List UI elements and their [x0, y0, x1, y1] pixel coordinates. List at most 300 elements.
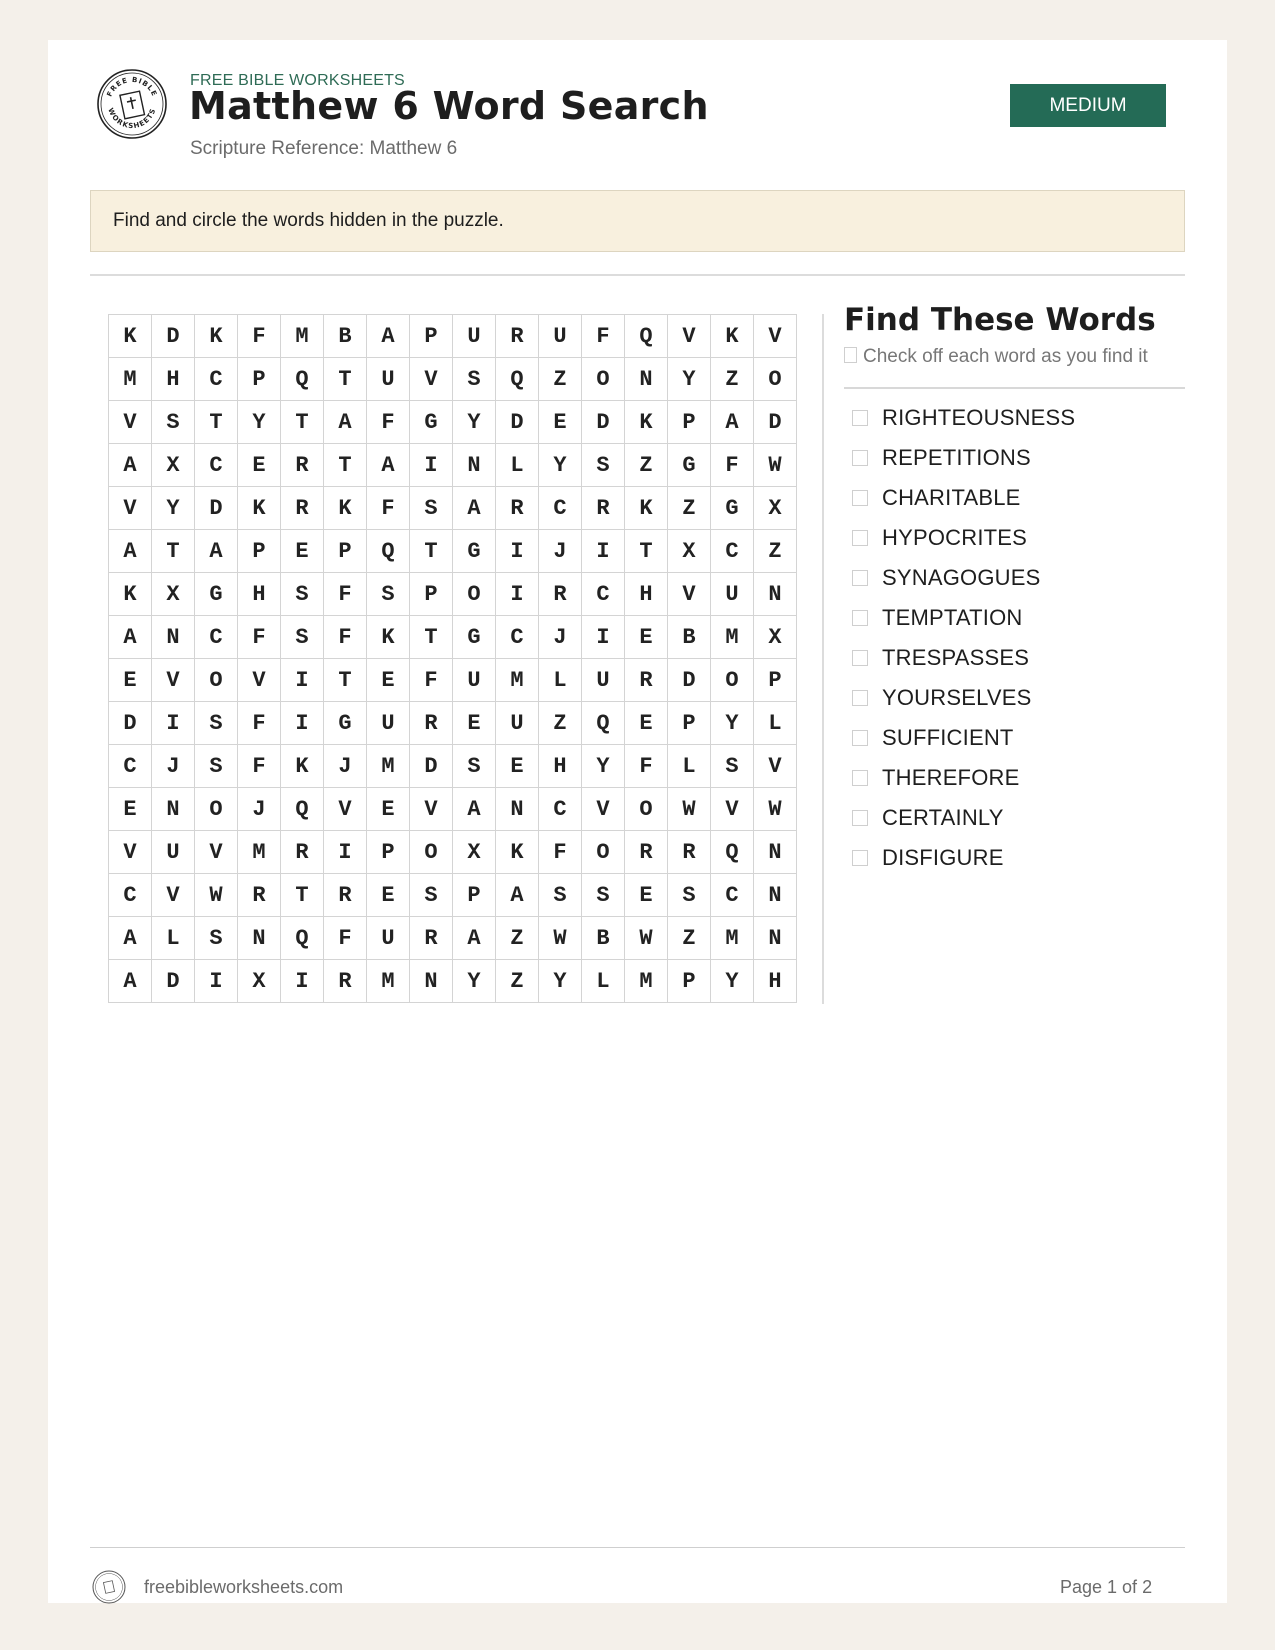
- grid-cell[interactable]: D: [410, 745, 453, 788]
- grid-cell[interactable]: I: [281, 659, 324, 702]
- grid-cell[interactable]: R: [625, 831, 668, 874]
- grid-cell[interactable]: K: [109, 315, 152, 358]
- grid-cell[interactable]: N: [496, 788, 539, 831]
- grid-cell[interactable]: H: [152, 358, 195, 401]
- page-number: Page 1 of 2: [1060, 1577, 1153, 1597]
- grid-cell[interactable]: F: [238, 616, 281, 659]
- grid-row: [109, 659, 797, 702]
- grid-cell[interactable]: Y: [238, 401, 281, 444]
- grid-cell[interactable]: Y: [711, 702, 754, 745]
- grid-cell[interactable]: E: [496, 745, 539, 788]
- grid-cell[interactable]: R: [281, 444, 324, 487]
- grid-cell[interactable]: K: [238, 487, 281, 530]
- grid-cell[interactable]: U: [367, 358, 410, 401]
- grid-cell[interactable]: N: [625, 358, 668, 401]
- grid-cell[interactable]: R: [410, 917, 453, 960]
- grid-cell[interactable]: R: [496, 487, 539, 530]
- checkbox-icon[interactable]: [852, 730, 868, 746]
- grid-cell[interactable]: T: [324, 358, 367, 401]
- grid-cell[interactable]: W: [195, 874, 238, 917]
- grid-cell[interactable]: N: [410, 960, 453, 1003]
- grid-cell[interactable]: R: [668, 831, 711, 874]
- grid-cell[interactable]: I: [496, 573, 539, 616]
- grid-cell[interactable]: V: [109, 487, 152, 530]
- checkbox-icon[interactable]: [852, 690, 868, 706]
- grid-cell[interactable]: Z: [668, 487, 711, 530]
- grid-cell[interactable]: C: [109, 745, 152, 788]
- footer-website[interactable]: freebibleworksheets.com: [144, 1577, 344, 1597]
- grid-cell[interactable]: Y: [668, 358, 711, 401]
- grid-cell[interactable]: B: [324, 315, 367, 358]
- grid-cell[interactable]: W: [668, 788, 711, 831]
- grid-cell[interactable]: S: [152, 401, 195, 444]
- grid-cell[interactable]: J: [324, 745, 367, 788]
- grid-cell[interactable]: H: [238, 573, 281, 616]
- grid-cell[interactable]: D: [152, 315, 195, 358]
- grid-cell[interactable]: G: [195, 573, 238, 616]
- grid-cell[interactable]: M: [281, 315, 324, 358]
- grid-cell[interactable]: R: [539, 573, 582, 616]
- grid-cell[interactable]: V: [668, 573, 711, 616]
- grid-cell[interactable]: G: [711, 487, 754, 530]
- grid-cell[interactable]: T: [324, 659, 367, 702]
- grid-cell[interactable]: I: [496, 530, 539, 573]
- word-label: DISFIGURE: [882, 845, 1004, 870]
- grid-cell[interactable]: I: [152, 702, 195, 745]
- word-item: [844, 558, 1075, 598]
- grid-cell[interactable]: T: [410, 616, 453, 659]
- grid-cell[interactable]: N: [754, 917, 797, 960]
- grid-cell[interactable]: N: [754, 573, 797, 616]
- grid-cell[interactable]: D: [152, 960, 195, 1003]
- grid-cell[interactable]: Y: [453, 960, 496, 1003]
- grid-cell[interactable]: A: [109, 960, 152, 1003]
- grid-cell[interactable]: M: [711, 616, 754, 659]
- grid-cell[interactable]: P: [238, 530, 281, 573]
- grid-cell[interactable]: H: [539, 745, 582, 788]
- grid-cell[interactable]: N: [152, 616, 195, 659]
- grid-cell[interactable]: W: [754, 788, 797, 831]
- word-label: REPETITIONS: [882, 445, 1031, 470]
- checkbox-icon[interactable]: [852, 810, 868, 826]
- grid-cell[interactable]: P: [754, 659, 797, 702]
- grid-cell[interactable]: S: [281, 616, 324, 659]
- grid-cell[interactable]: E: [281, 530, 324, 573]
- grid-cell[interactable]: L: [668, 745, 711, 788]
- grid-cell[interactable]: E: [109, 659, 152, 702]
- grid-cell[interactable]: L: [539, 659, 582, 702]
- grid-cell[interactable]: R: [324, 960, 367, 1003]
- grid-cell[interactable]: V: [109, 401, 152, 444]
- grid-cell[interactable]: J: [539, 616, 582, 659]
- grid-cell[interactable]: N: [754, 874, 797, 917]
- grid-cell[interactable]: F: [367, 487, 410, 530]
- grid-cell[interactable]: E: [625, 874, 668, 917]
- grid-cell[interactable]: V: [582, 788, 625, 831]
- grid-cell[interactable]: C: [195, 444, 238, 487]
- grid-cell[interactable]: A: [453, 487, 496, 530]
- grid-cell[interactable]: E: [238, 444, 281, 487]
- grid-cell[interactable]: N: [238, 917, 281, 960]
- grid-cell[interactable]: H: [625, 573, 668, 616]
- grid-cell[interactable]: O: [195, 659, 238, 702]
- grid-row: [109, 573, 797, 616]
- word-list-subtitle: [844, 346, 1148, 368]
- grid-cell[interactable]: L: [496, 444, 539, 487]
- grid-cell[interactable]: U: [582, 659, 625, 702]
- grid-cell[interactable]: C: [195, 358, 238, 401]
- grid-cell[interactable]: Q: [281, 358, 324, 401]
- grid-cell[interactable]: V: [238, 659, 281, 702]
- grid-cell[interactable]: D: [496, 401, 539, 444]
- grid-cell[interactable]: Z: [754, 530, 797, 573]
- grid-cell[interactable]: V: [668, 315, 711, 358]
- grid-cell[interactable]: V: [410, 358, 453, 401]
- word-item: [844, 598, 1075, 638]
- grid-cell[interactable]: X: [238, 960, 281, 1003]
- grid-cell[interactable]: E: [109, 788, 152, 831]
- grid-cell[interactable]: S: [539, 874, 582, 917]
- grid-cell[interactable]: Z: [711, 358, 754, 401]
- grid-cell[interactable]: K: [281, 745, 324, 788]
- grid-cell[interactable]: M: [625, 960, 668, 1003]
- grid-cell[interactable]: O: [625, 788, 668, 831]
- checkbox-icon[interactable]: [852, 410, 868, 426]
- grid-cell[interactable]: T: [281, 874, 324, 917]
- grid-cell[interactable]: R: [324, 874, 367, 917]
- grid-cell[interactable]: K: [109, 573, 152, 616]
- grid-cell[interactable]: S: [410, 874, 453, 917]
- word-item: [844, 838, 1075, 878]
- grid-cell[interactable]: R: [625, 659, 668, 702]
- grid-cell[interactable]: A: [453, 917, 496, 960]
- word-item: [844, 518, 1075, 558]
- grid-cell[interactable]: K: [324, 487, 367, 530]
- grid-cell[interactable]: Q: [496, 358, 539, 401]
- grid-cell[interactable]: W: [754, 444, 797, 487]
- grid-cell[interactable]: M: [496, 659, 539, 702]
- grid-cell[interactable]: F: [539, 831, 582, 874]
- grid-cell[interactable]: D: [109, 702, 152, 745]
- grid-row: [109, 444, 797, 487]
- grid-cell[interactable]: V: [754, 315, 797, 358]
- grid-cell[interactable]: A: [324, 401, 367, 444]
- checkbox-icon[interactable]: [852, 650, 868, 666]
- grid-cell[interactable]: V: [152, 874, 195, 917]
- grid-cell[interactable]: K: [496, 831, 539, 874]
- grid-cell[interactable]: M: [109, 358, 152, 401]
- grid-cell[interactable]: E: [367, 788, 410, 831]
- grid-cell[interactable]: S: [195, 917, 238, 960]
- grid-cell[interactable]: V: [109, 831, 152, 874]
- grid-cell[interactable]: A: [109, 917, 152, 960]
- grid-cell[interactable]: T: [281, 401, 324, 444]
- grid-cell[interactable]: W: [539, 917, 582, 960]
- grid-cell[interactable]: F: [410, 659, 453, 702]
- grid-cell[interactable]: R: [281, 487, 324, 530]
- grid-cell[interactable]: I: [582, 616, 625, 659]
- grid-row: [109, 358, 797, 401]
- word-list-title: Find These Words: [844, 302, 1156, 338]
- grid-cell[interactable]: U: [539, 315, 582, 358]
- grid-cell[interactable]: O: [453, 573, 496, 616]
- grid-cell[interactable]: V: [754, 745, 797, 788]
- grid-cell[interactable]: P: [453, 874, 496, 917]
- grid-cell[interactable]: D: [754, 401, 797, 444]
- grid-cell[interactable]: S: [281, 573, 324, 616]
- grid-cell[interactable]: L: [582, 960, 625, 1003]
- grid-cell[interactable]: Q: [281, 788, 324, 831]
- grid-cell[interactable]: J: [152, 745, 195, 788]
- grid-cell[interactable]: G: [410, 401, 453, 444]
- grid-cell[interactable]: R: [496, 315, 539, 358]
- grid-cell[interactable]: S: [453, 358, 496, 401]
- grid-cell[interactable]: I: [281, 702, 324, 745]
- grid-cell[interactable]: T: [152, 530, 195, 573]
- grid-row: [109, 831, 797, 874]
- grid-cell[interactable]: V: [324, 788, 367, 831]
- grid-cell[interactable]: I: [410, 444, 453, 487]
- grid-cell[interactable]: U: [711, 573, 754, 616]
- grid-cell[interactable]: E: [539, 401, 582, 444]
- grid-cell[interactable]: B: [582, 917, 625, 960]
- checkbox-icon: [844, 347, 857, 363]
- grid-cell[interactable]: T: [410, 530, 453, 573]
- grid-cell[interactable]: D: [668, 659, 711, 702]
- grid-cell[interactable]: F: [238, 745, 281, 788]
- grid-cell[interactable]: C: [109, 874, 152, 917]
- grid-cell[interactable]: S: [582, 874, 625, 917]
- grid-cell[interactable]: F: [582, 315, 625, 358]
- grid-cell[interactable]: D: [195, 487, 238, 530]
- grid-cell[interactable]: S: [668, 874, 711, 917]
- grid-cell[interactable]: R: [281, 831, 324, 874]
- grid-cell[interactable]: Q: [367, 530, 410, 573]
- grid-row: [109, 960, 797, 1003]
- grid-cell[interactable]: X: [152, 444, 195, 487]
- grid-cell[interactable]: B: [668, 616, 711, 659]
- grid-cell[interactable]: N: [754, 831, 797, 874]
- checkbox-icon[interactable]: [852, 570, 868, 586]
- word-list-subtitle-text: Check off each word as you find it: [863, 346, 1148, 367]
- grid-cell[interactable]: U: [152, 831, 195, 874]
- word-label: YOURSELVES: [882, 685, 1032, 710]
- grid-cell[interactable]: P: [410, 315, 453, 358]
- grid-cell[interactable]: F: [711, 444, 754, 487]
- word-item: [844, 678, 1075, 718]
- grid-cell[interactable]: K: [711, 315, 754, 358]
- grid-cell[interactable]: Z: [539, 702, 582, 745]
- grid-cell[interactable]: Z: [539, 358, 582, 401]
- grid-cell[interactable]: P: [668, 960, 711, 1003]
- grid-cell[interactable]: Z: [496, 917, 539, 960]
- grid-cell[interactable]: G: [668, 444, 711, 487]
- grid-cell[interactable]: X: [754, 487, 797, 530]
- grid-cell[interactable]: P: [324, 530, 367, 573]
- grid-cell[interactable]: O: [582, 831, 625, 874]
- grid-cell[interactable]: P: [410, 573, 453, 616]
- grid-cell[interactable]: E: [367, 874, 410, 917]
- grid-cell[interactable]: Z: [668, 917, 711, 960]
- grid-cell[interactable]: F: [238, 315, 281, 358]
- grid-row: [109, 401, 797, 444]
- grid-cell[interactable]: E: [367, 659, 410, 702]
- grid-cell[interactable]: P: [668, 702, 711, 745]
- grid-cell[interactable]: E: [625, 702, 668, 745]
- grid-cell[interactable]: P: [238, 358, 281, 401]
- grid-cell[interactable]: U: [496, 702, 539, 745]
- grid-cell[interactable]: G: [453, 616, 496, 659]
- grid-cell[interactable]: V: [152, 659, 195, 702]
- grid-row: [109, 745, 797, 788]
- grid-cell[interactable]: Q: [625, 315, 668, 358]
- grid-cell[interactable]: A: [453, 788, 496, 831]
- grid-cell[interactable]: Y: [539, 444, 582, 487]
- grid-cell[interactable]: D: [582, 401, 625, 444]
- grid-cell[interactable]: M: [711, 917, 754, 960]
- grid-cell[interactable]: C: [582, 573, 625, 616]
- grid-cell[interactable]: Z: [625, 444, 668, 487]
- grid-cell[interactable]: Y: [582, 745, 625, 788]
- grid-cell[interactable]: N: [152, 788, 195, 831]
- word-label: TEMPTATION: [882, 605, 1023, 630]
- word-search-grid[interactable]: [108, 314, 797, 1003]
- grid-cell[interactable]: I: [582, 530, 625, 573]
- grid-cell[interactable]: O: [711, 659, 754, 702]
- grid-cell[interactable]: J: [238, 788, 281, 831]
- grid-cell[interactable]: Y: [711, 960, 754, 1003]
- grid-cell[interactable]: M: [367, 960, 410, 1003]
- grid-cell[interactable]: U: [367, 917, 410, 960]
- grid-cell[interactable]: V: [195, 831, 238, 874]
- word-label: SUFFICIENT: [882, 725, 1014, 750]
- grid-cell[interactable]: S: [453, 745, 496, 788]
- grid-cell[interactable]: M: [367, 745, 410, 788]
- logo-text-bottom: WORKSHEETS: [106, 106, 158, 131]
- grid-row: [109, 315, 797, 358]
- grid-cell[interactable]: R: [238, 874, 281, 917]
- grid-cell[interactable]: F: [625, 745, 668, 788]
- grid-cell[interactable]: E: [453, 702, 496, 745]
- grid-cell[interactable]: O: [582, 358, 625, 401]
- grid-cell[interactable]: A: [109, 444, 152, 487]
- grid-cell[interactable]: L: [152, 917, 195, 960]
- word-item: [844, 398, 1075, 438]
- grid-cell[interactable]: K: [367, 616, 410, 659]
- grid-cell[interactable]: N: [453, 444, 496, 487]
- grid-cell[interactable]: S: [711, 745, 754, 788]
- grid-cell[interactable]: O: [195, 788, 238, 831]
- grid-cell[interactable]: X: [152, 573, 195, 616]
- grid-cell[interactable]: G: [453, 530, 496, 573]
- grid-cell[interactable]: X: [668, 530, 711, 573]
- grid-cell[interactable]: Y: [453, 401, 496, 444]
- grid-cell[interactable]: A: [109, 530, 152, 573]
- grid-cell[interactable]: C: [711, 874, 754, 917]
- grid-cell[interactable]: S: [195, 702, 238, 745]
- grid-cell[interactable]: A: [109, 616, 152, 659]
- grid-cell[interactable]: S: [582, 444, 625, 487]
- grid-cell[interactable]: R: [410, 702, 453, 745]
- grid-cell[interactable]: I: [324, 831, 367, 874]
- grid-cell[interactable]: Z: [496, 960, 539, 1003]
- grid-cell[interactable]: A: [367, 444, 410, 487]
- grid-cell[interactable]: A: [496, 874, 539, 917]
- grid-cell[interactable]: O: [410, 831, 453, 874]
- grid-cell[interactable]: F: [324, 917, 367, 960]
- grid-cell[interactable]: C: [539, 788, 582, 831]
- checkbox-icon[interactable]: [852, 610, 868, 626]
- grid-cell[interactable]: Q: [582, 702, 625, 745]
- grid-cell[interactable]: Y: [152, 487, 195, 530]
- grid-cell[interactable]: K: [625, 401, 668, 444]
- word-label: THEREFORE: [882, 765, 1020, 790]
- grid-cell[interactable]: U: [367, 702, 410, 745]
- grid-cell[interactable]: C: [539, 487, 582, 530]
- grid-cell[interactable]: F: [324, 616, 367, 659]
- grid-cell[interactable]: T: [324, 444, 367, 487]
- checkbox-icon[interactable]: [852, 530, 868, 546]
- grid-cell[interactable]: S: [410, 487, 453, 530]
- grid-cell[interactable]: M: [238, 831, 281, 874]
- grid-cell[interactable]: K: [195, 315, 238, 358]
- grid-cell[interactable]: W: [625, 917, 668, 960]
- grid-cell[interactable]: C: [195, 616, 238, 659]
- grid-cell[interactable]: I: [281, 960, 324, 1003]
- grid-cell[interactable]: U: [453, 659, 496, 702]
- grid-cell[interactable]: F: [238, 702, 281, 745]
- grid-cell[interactable]: Q: [281, 917, 324, 960]
- grid-cell[interactable]: E: [625, 616, 668, 659]
- grid-cell[interactable]: A: [367, 315, 410, 358]
- grid-cell[interactable]: P: [367, 831, 410, 874]
- checkbox-icon[interactable]: [852, 770, 868, 786]
- grid-cell[interactable]: H: [754, 960, 797, 1003]
- grid-cell[interactable]: C: [496, 616, 539, 659]
- grid-cell[interactable]: T: [625, 530, 668, 573]
- grid-cell[interactable]: C: [711, 530, 754, 573]
- grid-cell[interactable]: P: [668, 401, 711, 444]
- grid-cell[interactable]: X: [754, 616, 797, 659]
- grid-cell[interactable]: K: [625, 487, 668, 530]
- grid-cell[interactable]: X: [453, 831, 496, 874]
- grid-cell[interactable]: T: [195, 401, 238, 444]
- grid-cell[interactable]: G: [324, 702, 367, 745]
- grid-row: [109, 874, 797, 917]
- grid-cell[interactable]: F: [324, 573, 367, 616]
- grid-cell[interactable]: S: [367, 573, 410, 616]
- grid-cell[interactable]: Y: [539, 960, 582, 1003]
- grid-cell[interactable]: A: [195, 530, 238, 573]
- word-label: SYNAGOGUES: [882, 565, 1041, 590]
- checkbox-icon[interactable]: [852, 850, 868, 866]
- grid-cell[interactable]: F: [367, 401, 410, 444]
- grid-cell[interactable]: L: [754, 702, 797, 745]
- grid-cell[interactable]: Q: [711, 831, 754, 874]
- grid-cell[interactable]: A: [711, 401, 754, 444]
- grid-cell[interactable]: R: [582, 487, 625, 530]
- grid-cell[interactable]: J: [539, 530, 582, 573]
- grid-cell[interactable]: I: [195, 960, 238, 1003]
- grid-cell[interactable]: V: [410, 788, 453, 831]
- grid-cell[interactable]: U: [453, 315, 496, 358]
- checkbox-icon[interactable]: [852, 450, 868, 466]
- grid-cell[interactable]: S: [195, 745, 238, 788]
- checkbox-icon[interactable]: [852, 490, 868, 506]
- bible-seal-icon: [96, 68, 168, 140]
- grid-cell[interactable]: O: [754, 358, 797, 401]
- grid-cell[interactable]: V: [711, 788, 754, 831]
